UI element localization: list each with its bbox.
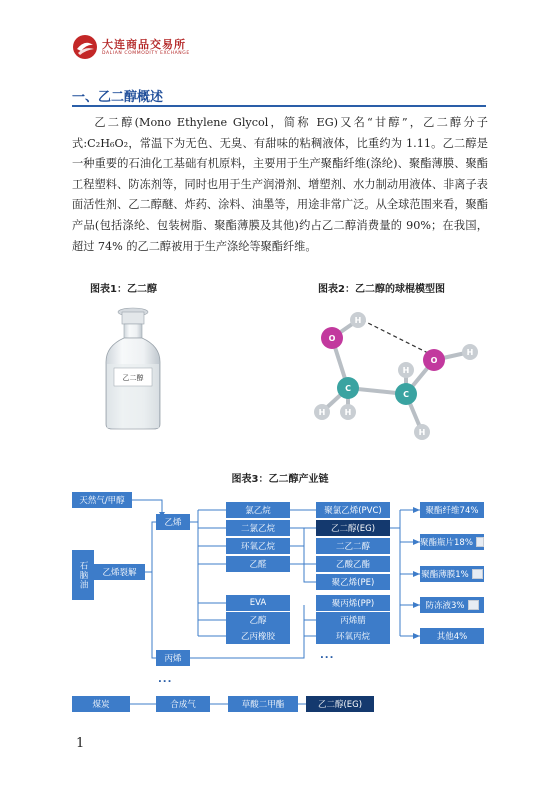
epr-rubber-box: 乙丙橡胶 [226, 628, 290, 644]
film-thumbnail [472, 569, 483, 579]
overview-paragraph [72, 113, 488, 257]
chip-thumbnail [476, 537, 484, 547]
hydrogen-label: H [354, 316, 362, 325]
natural-gas-methanol-box: 天然气/甲醇 [72, 492, 132, 508]
propylene-oxide-box: 环氧丙烷 [316, 628, 390, 644]
dimethyl-oxalate-box: 草酸二甲酯 [228, 696, 298, 712]
ellipsis-propylene: ... [158, 674, 173, 685]
carbon-label: C [403, 390, 409, 399]
ethylene-box: 乙烯 [156, 514, 190, 530]
section-divider [72, 105, 486, 107]
acrylonitrile-box: 丙烯腈 [316, 612, 390, 628]
paragraph-text: 乙二醇(Mono Ethylene Glycol，简称 EG)又名“甘醇”，乙二醇分子式:C₂H₆O₂，常温下为无色、无臭、有甜味的粘稠液体，比重约为 1.11。乙二醇是一种重要的石油化工基础有机原料，主要用于生产聚酯纤维(涤纶)、聚酯薄膜、聚酯工程塑料、防冻剂等，同时也用于生产润滑剂、增塑剂、水力制动用液体、非离子表面活性剂、乙二醇醚、炸药、涂料、油墨等，用途非常广泛。从全球范围来看，聚酯产品(包括涤纶、包装树脂、聚酯薄膜及其他)约占乙二醇消费量的 90%；在我国，超过 74% 的乙二醇被用于生产涤纶等聚酯纤维。 [72, 116, 488, 253]
ethanol-box: 乙醇 [226, 612, 290, 628]
carbon-label: C [345, 384, 351, 393]
diethylene-glycol-box: 二乙二醇 [316, 538, 390, 554]
figure-2-caption: 图表2：乙二醇的球棍模型图 [318, 284, 445, 295]
oxygen-label: O [430, 356, 438, 365]
industry-chain-diagram [70, 490, 490, 720]
ellipsis-downstream: ... [320, 650, 335, 661]
propylene-box: 丙烯 [156, 650, 190, 666]
page-number: 1 [76, 736, 85, 751]
chloroethane-box: 氯乙烷 [226, 502, 290, 518]
bottle-label: 乙二醇 [122, 374, 144, 382]
eg-box: 乙二醇(EG) [316, 520, 390, 536]
dichloroethane-box: 二氯乙烷 [226, 520, 290, 536]
pvc-box: 聚氯乙烯(PVC) [316, 502, 390, 518]
glycol-bottle-image [98, 306, 168, 432]
naphtha-box: 石脑油 [72, 550, 94, 600]
coal-box: 煤炭 [72, 696, 130, 712]
hydrogen-label: H [418, 428, 426, 437]
polyester-film-box: 聚酯薄膜1% [420, 566, 484, 582]
brand-english: DALIAN COMMODITY EXCHANGE [102, 51, 190, 56]
antifreeze-box: 防冻液3% [420, 597, 484, 613]
hydrogen-label: H [402, 366, 410, 375]
eva-box: EVA [226, 595, 290, 611]
figure-1-caption: 图表1：乙二醇 [90, 284, 157, 295]
polyester-fiber-box: 聚酯纤维74% [420, 502, 484, 518]
oxygen-label: O [328, 334, 336, 343]
polypropylene-box: 聚丙烯(PP) [316, 595, 390, 611]
ball-stick-model [302, 304, 498, 448]
antifreeze-thumbnail [468, 600, 479, 610]
brand-name: 大连商品交易所 [102, 38, 186, 51]
syngas-box: 合成气 [156, 696, 210, 712]
ethylene-cracking-box: 乙烯裂解 [94, 564, 145, 580]
polyester-chip-box: 聚酯瓶片18% [420, 534, 484, 550]
hydrogen-label: H [318, 408, 326, 417]
section-title: 一、乙二醇概述 [72, 90, 164, 105]
polyethylene-box: 聚乙烯(PE) [316, 574, 390, 590]
figure-3-caption: 图表3：乙二醇产业链 [231, 474, 329, 485]
ethyl-acetate-box: 乙酸乙酯 [316, 556, 390, 572]
ethylene-oxide-box: 环氧乙烷 [226, 538, 290, 554]
hydrogen-label: H [344, 408, 352, 417]
hydrogen-label: H [466, 348, 474, 357]
other-uses-box: 其他4% [420, 628, 484, 644]
acetaldehyde-box: 乙醛 [226, 556, 290, 572]
exchange-logo [72, 34, 98, 60]
coal-eg-box: 乙二醇(EG) [306, 696, 374, 712]
